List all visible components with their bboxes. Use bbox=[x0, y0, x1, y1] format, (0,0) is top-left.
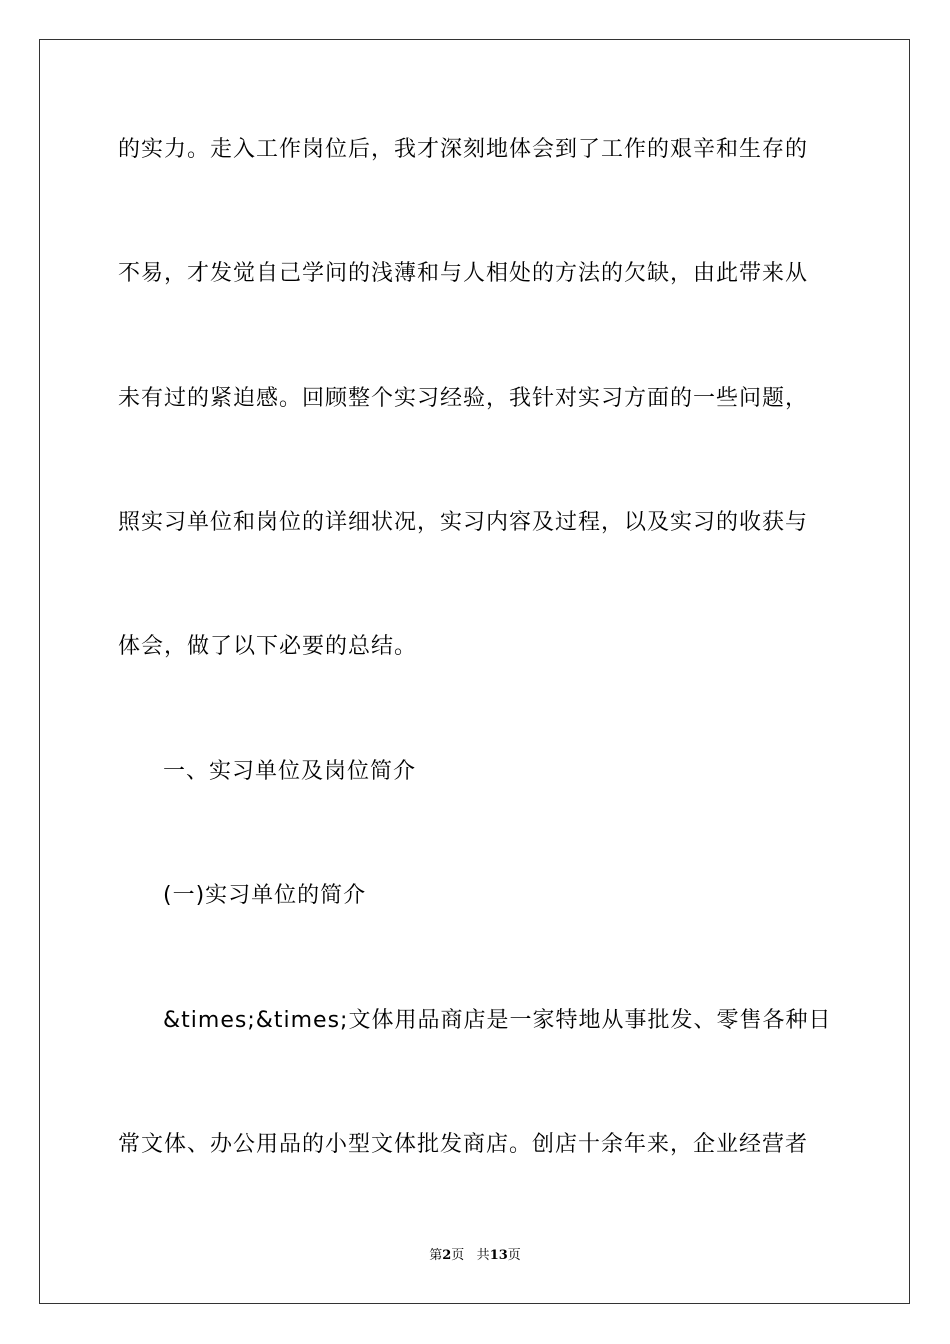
body-line-1: 的实力。走入工作岗位后，我才深刻地体会到了工作的艰辛和生存的 bbox=[118, 137, 809, 162]
footer-page-prefix: 第 bbox=[429, 1248, 443, 1263]
footer-total-suffix: 页 bbox=[507, 1248, 521, 1263]
footer-total-pages: 13 bbox=[489, 1248, 508, 1263]
body-line-6: &times;&times;文体用品商店是一家特地从事批发、零售各种日 bbox=[163, 1008, 832, 1033]
footer-page-suffix: 页 bbox=[451, 1248, 465, 1263]
body-line-4: 照实习单位和岗位的详细状况，实习内容及过程，以及实习的收获与 bbox=[118, 510, 809, 535]
subsection-heading: (一)实习单位的简介 bbox=[163, 883, 367, 908]
section-heading: 一、实习单位及岗位简介 bbox=[163, 759, 417, 784]
body-line-5: 体会，做了以下必要的总结。 bbox=[118, 634, 418, 659]
footer-page-number: 2 bbox=[442, 1248, 452, 1263]
body-line-2: 不易，才发觉自己学问的浅薄和与人相处的方法的欠缺，由此带来从 bbox=[118, 261, 809, 286]
page-footer bbox=[0, 1247, 950, 1265]
body-line-3: 未有过的紧迫感。回顾整个实习经验，我针对实习方面的一些问题， bbox=[118, 386, 809, 411]
page-border bbox=[39, 39, 910, 1304]
body-line-7: 常文体、办公用品的小型文体批发商店。创店十余年来，企业经营者 bbox=[118, 1132, 809, 1157]
footer-total-prefix: 共 bbox=[476, 1248, 490, 1263]
